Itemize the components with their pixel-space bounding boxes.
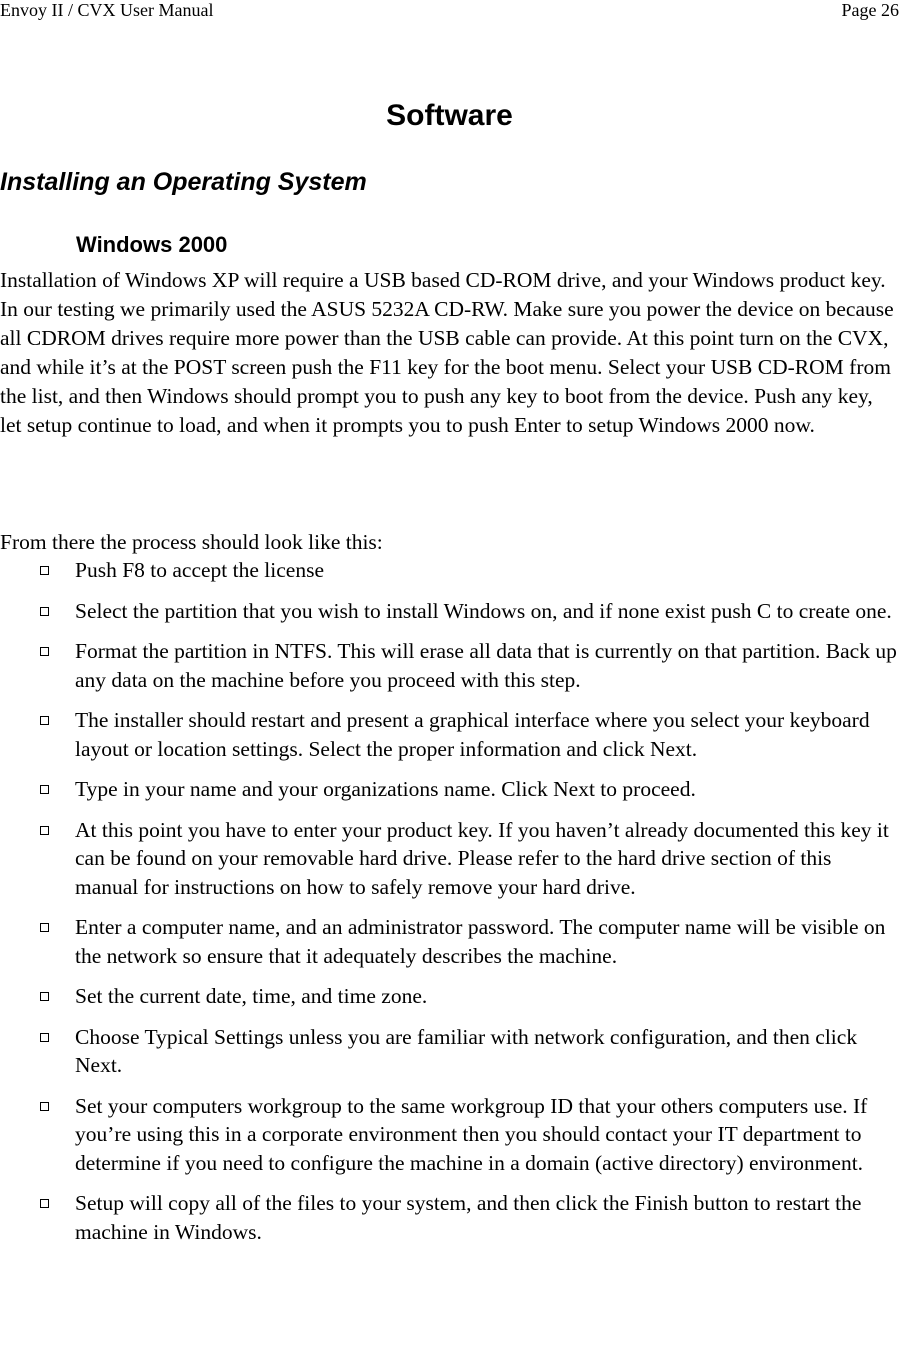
- list-item: [0, 1023, 899, 1080]
- list-item-text: Set the current date, time, and time zone.: [75, 984, 428, 1008]
- list-item: [0, 706, 899, 763]
- checkbox-bullet-icon: [40, 1102, 49, 1111]
- list-item-text: Select the partition that you wish to install Windows on, and if none exist push C to create one.: [75, 598, 892, 623]
- checkbox-bullet-icon: [40, 607, 49, 616]
- subsection-title: Windows 2000: [76, 232, 228, 257]
- checkbox-bullet-icon: [40, 992, 49, 1001]
- list-item: [0, 913, 899, 970]
- list-item: [0, 775, 899, 804]
- list-item: [0, 637, 899, 694]
- section-title: Installing an Operating System: [0, 168, 367, 196]
- list-item-text: Push F8 to accept the license: [75, 558, 324, 582]
- checkbox-bullet-icon: [40, 826, 49, 835]
- intro-paragraph: Installation of Windows XP will require a USB based CD-ROM drive, and your Windows product key. In our testing we primarily used the ASUS 5232A CD-RW. Make sure you power the device on because all CDROM drives require more power than the USB cable can provide. At this point turn on the CVX, and while it’s at the POST screen push the F11 key for the boot menu. Select your USB CD-ROM from the list, and then Windows should prompt you to push any key to boot from the device. Push any key, let setup continue to load, and when it prompts you to push Enter to setup Windows 2000 now.: [0, 268, 894, 437]
- checkbox-bullet-icon: [40, 566, 49, 575]
- steps-list: [0, 556, 899, 1258]
- list-item-text: Type in your name and your organizations name. Click Next to proceed.: [75, 777, 696, 801]
- steps-lead: From there the process should look like this:: [0, 530, 383, 554]
- page-title: Software: [386, 99, 513, 132]
- list-item: [0, 597, 899, 626]
- list-item-text: Set your computers workgroup to the same workgroup ID that your others computers use. If you’re using this in a corporate environment then you should contact your IT department to determine if you need to configure the machine in a domain (active directory) environment.: [75, 1093, 868, 1175]
- list-item: [0, 1092, 899, 1178]
- checkbox-bullet-icon: [40, 785, 49, 794]
- checkbox-bullet-icon: [40, 1033, 49, 1042]
- checkbox-bullet-icon: [40, 647, 49, 656]
- list-item-text: Enter a computer name, and an administrator password. The computer name will be visible on the network so ensure that it adequately describes the machine.: [75, 915, 886, 968]
- list-item-text: At this point you have to enter your product key. If you haven’t already documented this key it can be found on your removable hard drive. Please refer to the hard drive section of this manual for instructions on how to safely remove your hard drive.: [75, 817, 889, 899]
- checkbox-bullet-icon: [40, 716, 49, 725]
- list-item-text: The installer should restart and present a graphical interface where you select your keyboard layout or location settings. Select the proper information and click Next.: [75, 708, 870, 761]
- page-number: Page 26: [841, 0, 899, 20]
- list-item: [0, 816, 899, 902]
- list-item-text: Setup will copy all of the files to your system, and then click the Finish button to restart the machine in Windows.: [75, 1191, 862, 1244]
- list-item-text: Choose Typical Settings unless you are familiar with network configuration, and then click Next.: [75, 1024, 858, 1077]
- list-item: [0, 556, 899, 585]
- checkbox-bullet-icon: [40, 923, 49, 932]
- list-item-text: Format the partition in NTFS. This will erase all data that is currently on that partition. Back up any data on the machine before you proceed with this step.: [75, 639, 897, 692]
- checkbox-bullet-icon: [40, 1199, 49, 1208]
- list-item: [0, 982, 899, 1011]
- list-item: [0, 1189, 899, 1246]
- running-header-title: Envoy II / CVX User Manual: [0, 0, 214, 20]
